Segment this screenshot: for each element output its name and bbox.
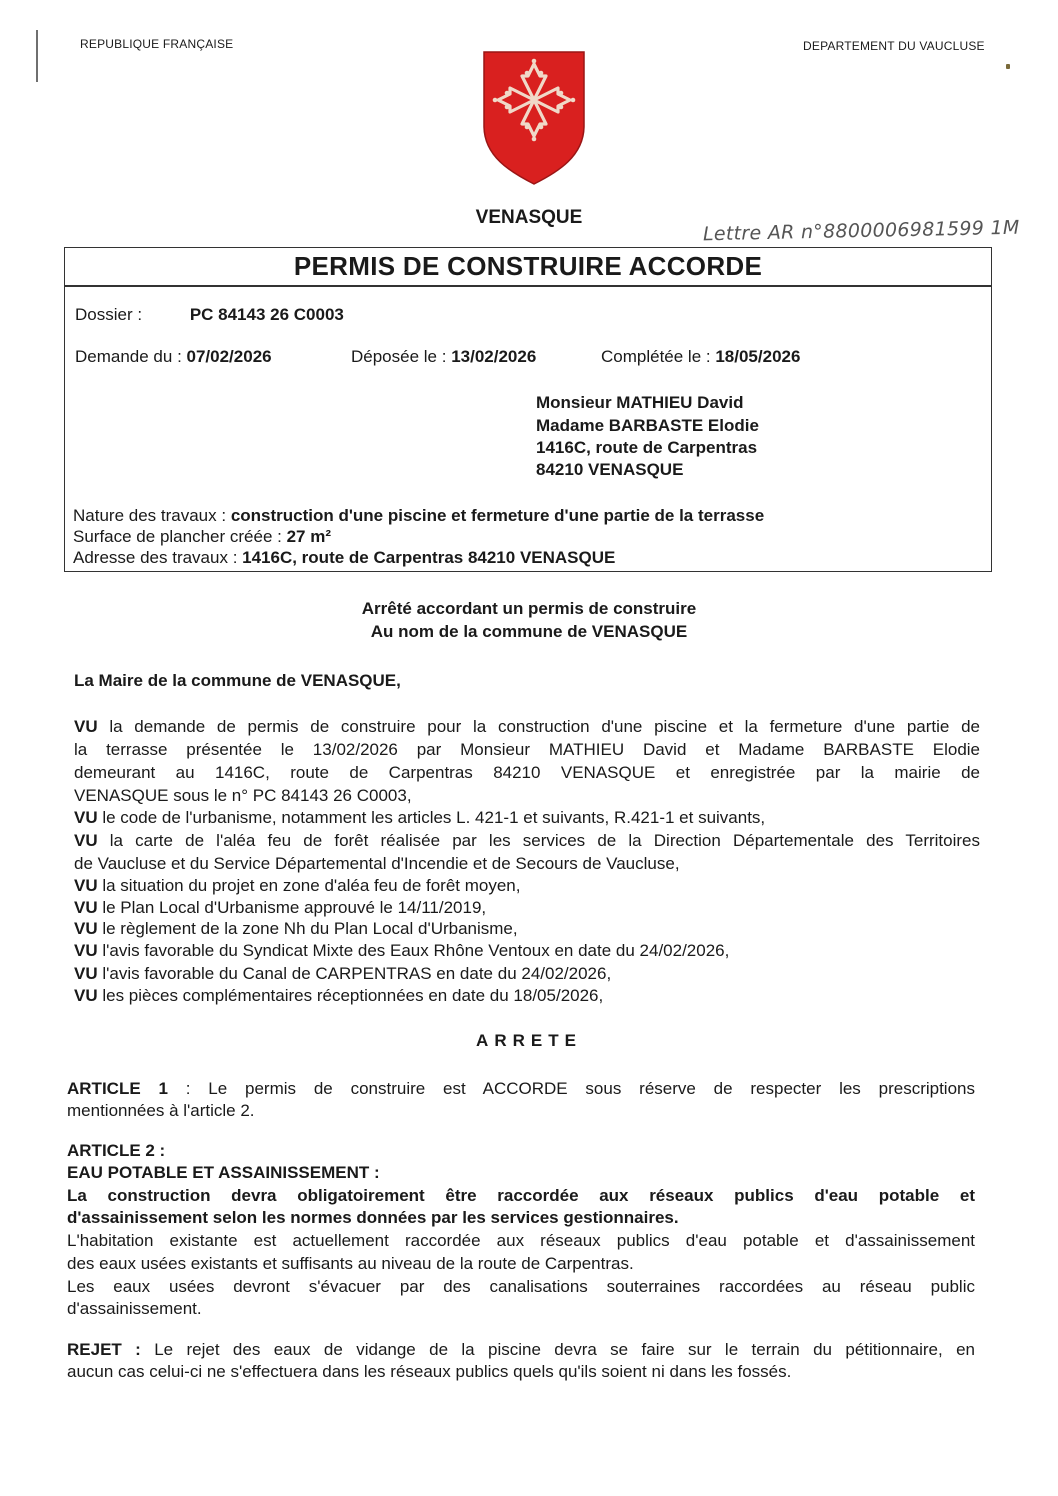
applicant-line: Monsieur MATHIEU David <box>536 393 744 412</box>
completee-row <box>601 347 800 367</box>
vu-word: VU <box>74 898 98 917</box>
applicant-line: 1416C, route de Carpentras <box>536 438 758 457</box>
coat-of-arms-icon <box>478 48 590 186</box>
vu-word: VU <box>74 876 98 895</box>
header-republique: REPUBLIQUE FRANÇAISE <box>80 37 234 51</box>
vu-text: la situation du projet en zone d'aléa feu de forêt moyen, <box>97 876 521 895</box>
article1-line <box>67 1078 975 1099</box>
applicant-line: Madame BARBASTE Elodie <box>536 416 759 435</box>
vu-line: la terrasse présentée le 13/02/2026 par Monsieur MATHIEU David et Madame BARBASTE Elodie <box>74 740 980 759</box>
dossier-value: PC 84143 26 C0003 <box>189 305 344 324</box>
vu-line <box>74 940 729 961</box>
deposee-row <box>351 347 536 367</box>
vu-text: la demande de permis de construire pour la construction d'une piscine et la fermeture d'une partie de <box>97 717 980 736</box>
dossier-row <box>75 305 344 325</box>
applicant-line: 84210 VENASQUE <box>536 460 684 479</box>
maire-heading: La Maire de la commune de VENASQUE, <box>74 671 401 690</box>
vu-text: l'avis favorable du Canal de CARPENTRAS en date du 24/02/2026, <box>97 964 612 983</box>
vu-line <box>74 716 980 737</box>
eau-line: d'assainissement. <box>67 1299 202 1318</box>
vu-line <box>74 985 603 1006</box>
vu-line <box>74 918 518 939</box>
vu-text: le règlement de la zone Nh du Plan Local d'Urbanisme, <box>97 919 518 938</box>
commune-name: VENASQUE <box>475 207 583 228</box>
vu-line: demeurant au 1416C, route de Carpentras 84210 VENASQUE et enregistrée par la mairie de <box>74 763 980 782</box>
rejet-label: REJET : <box>67 1340 141 1359</box>
vu-line <box>74 963 611 984</box>
dossier-label: Dossier : <box>75 305 143 324</box>
handwritten-tracking-note: Lettre AR n°8800006981599 1M <box>702 216 1020 246</box>
vu-line <box>74 875 520 896</box>
eau-line: des eaux usées existants et suffisants au niveau de la route de Carpentras. <box>67 1254 634 1273</box>
vu-line <box>74 830 980 851</box>
eau-bold-line: d'assainissement selon les normes données par les services gestionnaires. <box>67 1208 679 1227</box>
article2-label: ARTICLE 2 : <box>67 1141 166 1160</box>
completee-value: 18/05/2026 <box>715 347 801 366</box>
vu-word: VU <box>74 964 98 983</box>
deposee-value: 13/02/2026 <box>451 347 537 366</box>
surface-label: Surface de plancher créée : <box>73 527 287 546</box>
nature-value: construction d'une piscine et fermeture d'une partie de la terrasse <box>230 506 765 525</box>
article1-line: mentionnées à l'article 2. <box>67 1101 255 1120</box>
title-divider <box>65 285 991 287</box>
vu-text: les pièces complémentaires réceptionnées en date du 18/05/2026, <box>97 986 604 1005</box>
article1-label: ARTICLE 1 <box>67 1079 168 1098</box>
scan-edge-mark <box>36 30 38 82</box>
vu-word: VU <box>74 717 98 736</box>
rejet-line <box>67 1339 975 1360</box>
vu-text: le Plan Local d'Urbanisme approuvé le 14/11/2019, <box>97 898 487 917</box>
arrete-title: ARRETE <box>476 1031 582 1050</box>
demande-value: 07/02/2026 <box>186 347 272 366</box>
vu-text: l'avis favorable du Syndicat Mixte des Eaux Rhône Ventoux en date du 24/02/2026, <box>97 941 730 960</box>
deposee-label: Déposée le : <box>351 347 452 366</box>
permit-info-box <box>64 247 992 572</box>
vu-word: VU <box>74 919 98 938</box>
permit-title: PERMIS DE CONSTRUIRE ACCORDE <box>293 251 763 281</box>
vu-word: VU <box>74 941 98 960</box>
vu-text: la carte de l'aléa feu de forêt réalisée par les services de la Direction Départementale des Territoires <box>97 831 980 850</box>
surface-row <box>73 527 331 547</box>
eau-line: Les eaux usées devront s'évacuer par des canalisations souterraines raccordées au réseau public <box>67 1277 975 1296</box>
nature-label: Nature des travaux : <box>73 506 231 525</box>
article1-text: : Le permis de construire est ACCORDE sous réserve de respecter les prescriptions <box>167 1079 975 1098</box>
rejet-text: Le rejet des eaux de vidange de la piscine devra se faire sur le terrain du pétitionnaire, en <box>140 1340 975 1359</box>
vu-word: VU <box>74 831 98 850</box>
vu-word: VU <box>74 808 98 827</box>
adresse-row <box>73 548 615 568</box>
header-departement: DEPARTEMENT DU VAUCLUSE <box>803 39 985 53</box>
adresse-value: 1416C, route de Carpentras 84210 VENASQUE <box>242 548 616 567</box>
completee-label: Complétée le : <box>601 347 716 366</box>
adresse-label: Adresse des travaux : <box>73 548 243 567</box>
rejet-line: aucun cas celui-ci ne s'effectuera dans les réseaux publics quels qu'ils soient ni dans les fossés. <box>67 1362 792 1381</box>
vu-text: le code de l'urbanisme, notamment les articles L. 421-1 et suivants, R.421-1 et suivants, <box>97 808 766 827</box>
vu-line: VENASQUE sous le n° PC 84143 26 C0003, <box>74 786 412 805</box>
arrete-heading-line: Au nom de la commune de VENASQUE <box>370 622 688 641</box>
vu-line: de Vaucluse et du Service Départemental d'Incendie et de Secours de Vaucluse, <box>74 854 680 873</box>
eau-title: EAU POTABLE ET ASSAINISSEMENT : <box>67 1163 380 1182</box>
scan-speck <box>1006 64 1010 69</box>
vu-word: VU <box>74 986 98 1005</box>
eau-line: L'habitation existante est actuellement raccordée aux réseaux publics d'eau potable et d'assainissement <box>67 1231 975 1250</box>
nature-row <box>73 506 764 526</box>
arrete-heading-line: Arrêté accordant un permis de construire <box>361 599 697 618</box>
demande-label: Demande du : <box>75 347 187 366</box>
vu-line <box>74 807 765 828</box>
eau-bold-line: La construction devra obligatoirement être raccordée aux réseaux publics d'eau potable et <box>67 1186 975 1205</box>
surface-value: 27 m² <box>286 527 331 546</box>
vu-line <box>74 897 486 918</box>
dates-row <box>75 347 272 367</box>
